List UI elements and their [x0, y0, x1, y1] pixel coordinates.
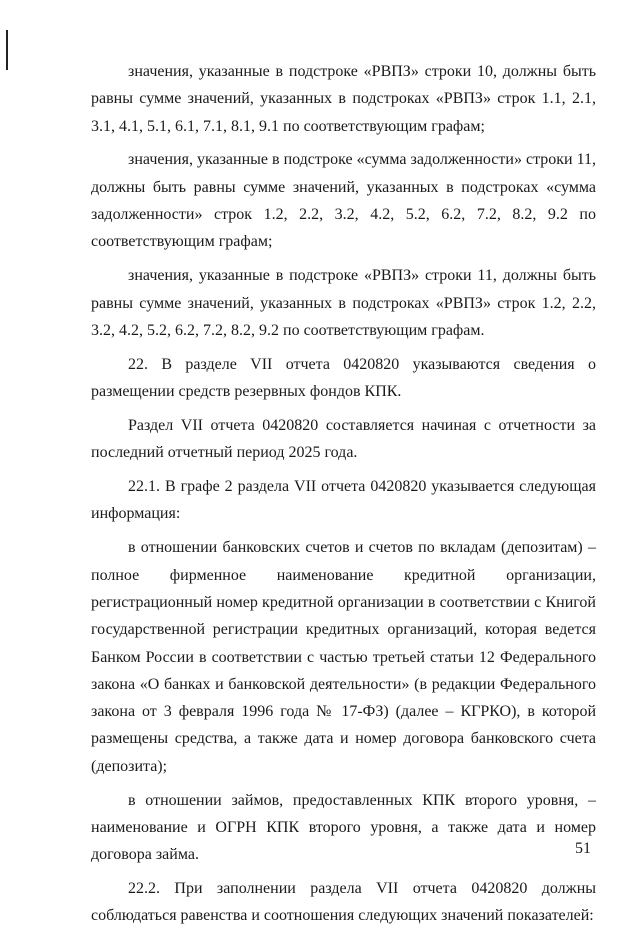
paragraph-bank-accounts: в отношении банковских счетов и счетов по вкладам (депозитам) – полное фирменное наименование кредитной организации, регистрационный номер кредитной организации в соответствии с Книгой государственной регистрации кредитных организаций, которая ведется Банком России в соответствии с частью третьей статьи 12 Федерального закона «О банках и банковской деятельности» (в редакции Федерального закона от 3 февраля 1996 года № 17-ФЗ) (далее – КГРКО), в которой размещены средства, а также дата и номер договора банковского счета (депозита); — [91, 539, 596, 775]
paragraph-section-22-2: 22.2. При заполнении раздела VII отчета 0420820 должны соблюдаться равенства и соотношения следующих значений показателей: — [91, 880, 596, 925]
scan-margin-line — [6, 30, 8, 70]
paragraph-section-22: 22. В разделе VII отчета 0420820 указываются сведения о размещении средств резервных фондов КПК. — [91, 355, 596, 401]
paragraph-rvpz-row-11: значения, указанные в подстроке «РВПЗ» строки 11, должны быть равны сумме значений, указанных в подстроках «РВПЗ» строк 1.2, 2.2, 3.2, 4.2, 5.2, 6.2, 7.2, 8.2, 9.2 по соответствующим графам. — [91, 267, 596, 339]
paragraph-debt-row-11: значения, указанные в подстроке «сумма задолженности» строки 11, должны быть равны сумме значений, указанных в подстроках «сумма задолженности» строк 1.2, 2.2, 3.2, 4.2, 5.2, 6.2, 7.2, 8.2, 9.2 по соответствующим графам; — [91, 151, 596, 251]
paragraph-section-22-1: 22.1. В графе 2 раздела VII отчета 0420820 указывается следующая информация: — [91, 478, 596, 523]
page-number: 51 — [575, 840, 591, 857]
paragraph-rvpz-row-10: значения, указанные в подстроке «РВПЗ» строки 10, должны быть равны сумме значений, указанных в подстроках «РВПЗ» строк 1.1, 2.1, 3.1, 4.1, 5.1, 6.1, 7.1, 8.1, 9.1 по соответствующим графам; — [91, 63, 596, 135]
paragraph-loans: в отношении займов, предоставленных КПК второго уровня, – наименование и ОГРН КПК второго уровня, а также дата и номер договора займа. — [91, 791, 596, 864]
document-body — [91, 58, 596, 936]
paragraph-section-vii-period: Раздел VII отчета 0420820 составляется начиная с отчетности за последний отчетный период 2025 года. — [91, 416, 596, 462]
